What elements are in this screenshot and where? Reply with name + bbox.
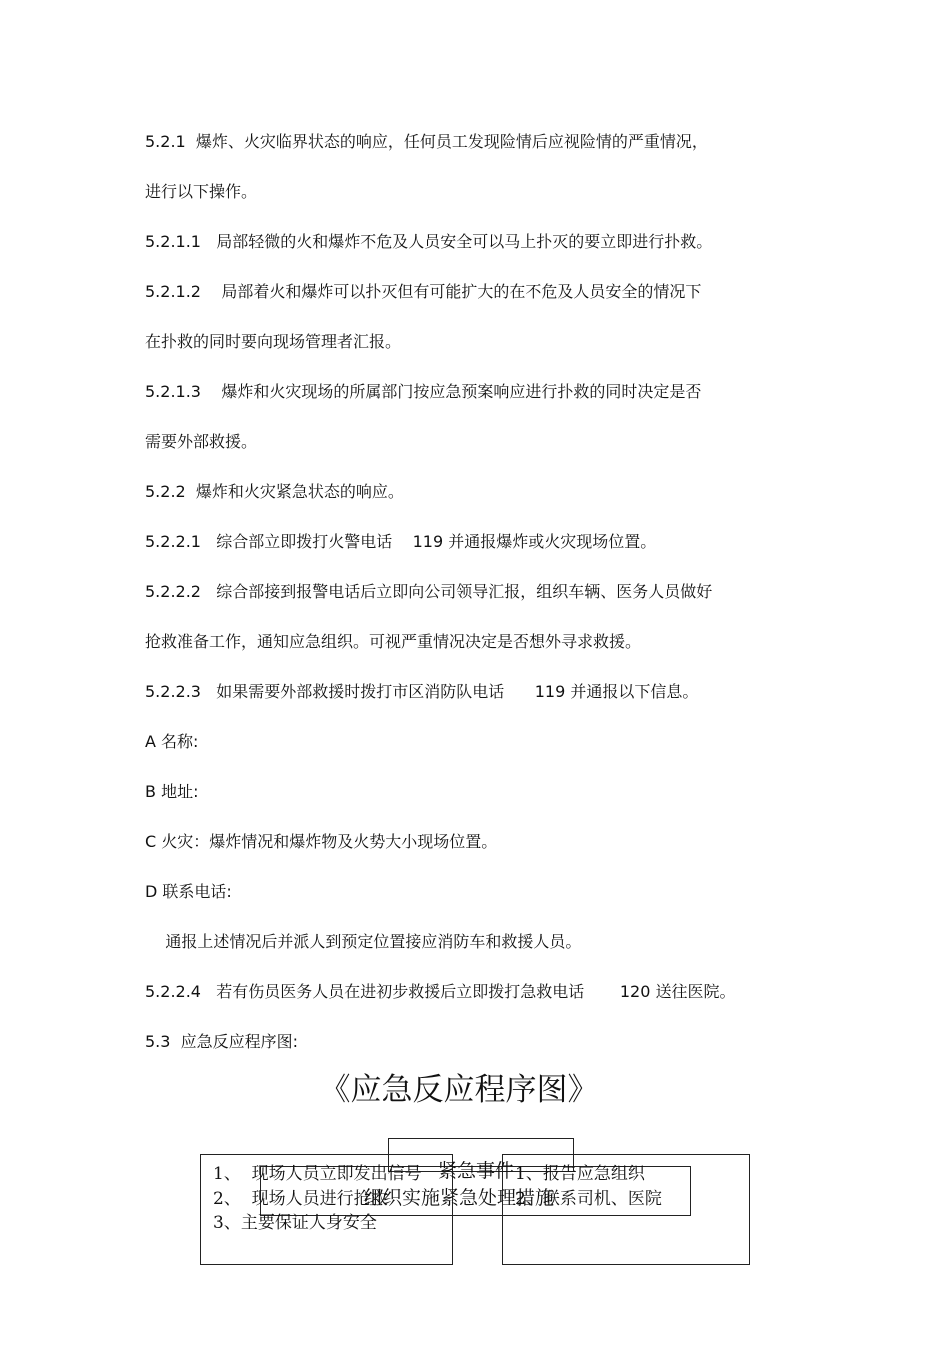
paragraph-5-2-2-1: 5.2.2.1 综合部立即拨打火警电话 119 并通报爆炸或火灾现场位置。 xyxy=(145,532,657,551)
paragraph-5-2-2: 5.2.2 爆炸和火灾紧急状态的响应。 xyxy=(145,482,404,501)
left-box-line-1: 1、 现场人员立即发出信号 xyxy=(213,1164,422,1184)
paragraph-5-2-1: 5.2.1 爆炸、火灾临界状态的响应，任何员工发现险情后应视险情的严重情况， xyxy=(145,132,708,151)
left-box-line-3: 3、主要保证人身安全 xyxy=(213,1213,377,1233)
paragraph-5-2-2-2-cont: 抢救准备工作，通知应急组织。可视严重情况决定是否想外寻求救援。 xyxy=(145,632,642,651)
center-box-label: 组织实施紧急处理措施 xyxy=(364,1187,555,1209)
paragraph-5-2-1-3: 5.2.1.3 爆炸和火灾现场的所属部门按应急预案响应进行扑救的同时决定是否 xyxy=(145,382,702,401)
paragraph-5-2-1-2-cont: 在扑救的同时要向现场管理者汇报。 xyxy=(145,332,402,351)
paragraph-5-2-2-3: 5.2.2.3 如果需要外部救援时拨打市区消防队电话 119 并通报以下信息。 xyxy=(145,682,699,701)
paragraph-5-3: 5.3 应急反应程序图: xyxy=(145,1032,299,1051)
paragraph-5-2-1-cont: 进行以下操作。 xyxy=(145,182,258,201)
paragraph-5-2-2-4: 5.2.2.4 若有伤员医务人员在进初步救援后立即拨打急救电话 120 送往医院。 xyxy=(145,982,736,1001)
right-box-line-1: 1、报告应急组织 xyxy=(515,1164,645,1184)
paragraph-5-2-1-3-cont: 需要外部救援。 xyxy=(145,432,258,451)
item-d-phone: D 联系电话: xyxy=(145,882,232,901)
top-box-label: 紧急事件 xyxy=(438,1160,515,1182)
item-b-address: B 地址: xyxy=(145,782,199,801)
paragraph-5-2-1-2: 5.2.1.2 局部着火和爆炸可以扑灭但有可能扩大的在不危及人员安全的情况下 xyxy=(145,282,702,301)
right-box-line-2: 2、联系司机、医院 xyxy=(515,1189,662,1209)
paragraph-5-2-1-1: 5.2.1.1 局部轻微的火和爆炸不危及人员安全可以马上扑灭的要立即进行扑救。 xyxy=(145,232,713,251)
left-box-line-2: 2、 现场人员进行抢救 xyxy=(213,1189,388,1209)
item-c-fire: C 火灾：爆炸情况和爆炸物及火势大小现场位置。 xyxy=(145,832,498,851)
flowchart-title: 《应急反应程序图》 xyxy=(319,1072,599,1108)
paragraph-5-2-2-2: 5.2.2.2 综合部接到报警电话后立即向公司领导汇报，组织车辆、医务人员做好 xyxy=(145,582,713,601)
notify-note: 通报上述情况后并派人到预定位置接应消防车和救援人员。 xyxy=(145,932,582,951)
item-a-name: A 名称: xyxy=(145,732,199,751)
